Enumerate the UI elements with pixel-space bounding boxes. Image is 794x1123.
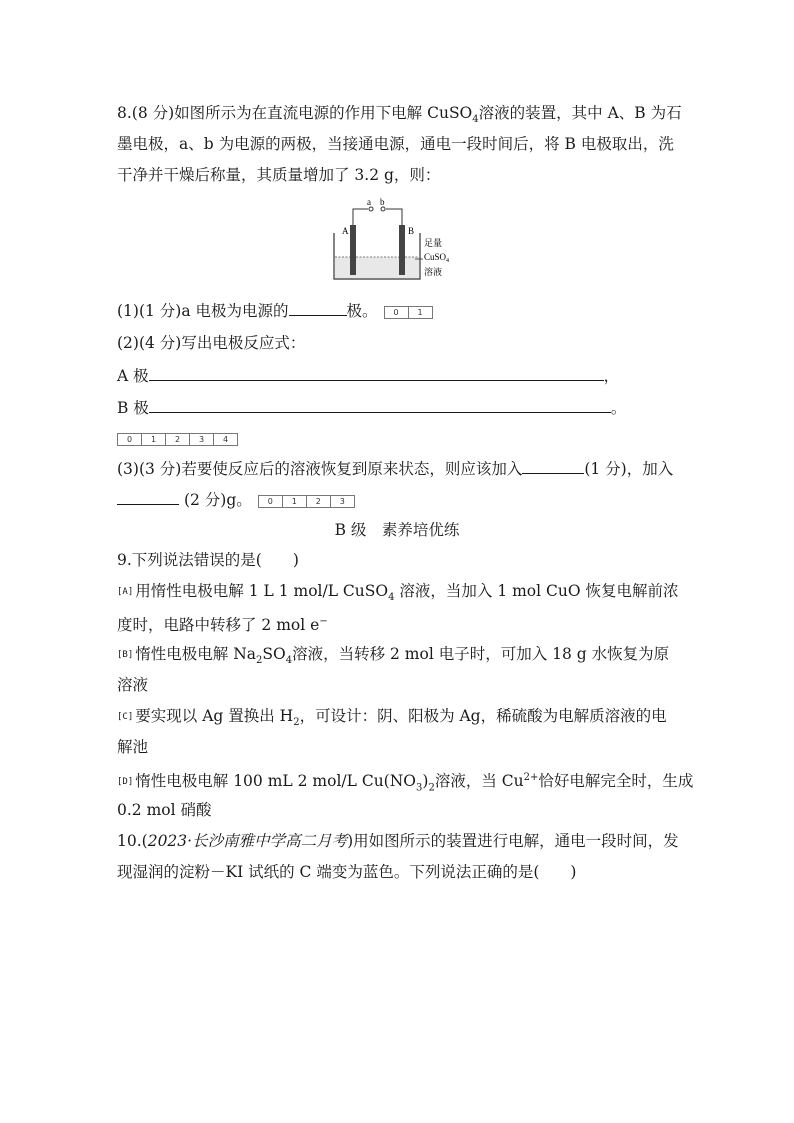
solution bbox=[335, 257, 419, 278]
q9-option-C-line1 bbox=[117, 706, 667, 733]
note-solution: 溶液 bbox=[424, 267, 443, 277]
q10-source: 2023·长沙南雅中学高二月考 bbox=[147, 832, 348, 850]
q9-option-D-line1 bbox=[117, 768, 693, 798]
option-A-text-2: 度时，电路中转移了 2 mol e bbox=[117, 616, 320, 635]
option-D-text: 惰性电极电解 100 mL 2 mol/L Cu(NO bbox=[135, 772, 416, 791]
score-cell[interactable]: 3 bbox=[339, 496, 345, 506]
score-cell[interactable]: 2 bbox=[166, 434, 190, 445]
option-B-tag[interactable]: [B] bbox=[117, 650, 134, 660]
option-B-sub2: 4 bbox=[285, 655, 293, 667]
q9-option-B-line1 bbox=[117, 644, 669, 671]
option-C-text-b: ，可设计：阴、阳极为 Ag，稀硫酸为电解质溶液的电 bbox=[299, 707, 667, 725]
q10-prefix: 10.( bbox=[117, 832, 148, 850]
score-cell[interactable]: 0 bbox=[118, 434, 142, 445]
option-C-sub: 2 bbox=[293, 717, 300, 729]
q9-option-D-line2: 0.2 mol 硝酸 bbox=[117, 801, 212, 819]
label-A: A bbox=[342, 226, 349, 236]
label-B: B bbox=[408, 226, 415, 236]
score-cell[interactable]: 0 bbox=[259, 496, 283, 507]
q8-part1-text: (1)(1 分)a 电极为电源的 bbox=[117, 302, 289, 320]
option-B-sub1: 2 bbox=[256, 655, 263, 667]
terminal-b bbox=[381, 207, 385, 211]
q8-line1-text: 8.(8 分)如图所示为在直流电源的作用下电解 CuSO bbox=[117, 104, 473, 122]
note-sufficient: 足量 bbox=[424, 238, 443, 248]
score-cell[interactable]: 2 bbox=[307, 496, 331, 507]
label-a: a bbox=[367, 197, 371, 207]
q8-part3-answer-blank-1[interactable] bbox=[522, 457, 584, 474]
q8-line1-sub: 4 bbox=[472, 114, 479, 126]
q8-part3-line2 bbox=[117, 488, 355, 510]
q8-part2: (2)(4 分)写出电极反应式： bbox=[117, 334, 306, 352]
q8-part3-text-c: (2 分)g。 bbox=[183, 491, 252, 509]
q8-part1 bbox=[117, 299, 433, 321]
option-B-text-b: SO bbox=[262, 645, 286, 663]
q9-option-B-line2: 溶液 bbox=[117, 676, 149, 694]
q8-part1-score-box[interactable] bbox=[384, 306, 433, 319]
q10-line2: 现湿润的淀粉－KI 试纸的 C 端变为蓝色。下列说法正确的是( ) bbox=[117, 863, 577, 881]
q9-option-A-line1 bbox=[117, 581, 679, 608]
q8-part3-text: (3)(3 分)若要使反应后的溶液恢复到原来状态，则应该加入 bbox=[117, 460, 523, 478]
option-A-text-b: 溶液，当加入 1 mol CuO 恢复电解前浓 bbox=[394, 582, 679, 600]
note-cuso4: CuSO$_4$ bbox=[424, 252, 450, 264]
q8-part1-text-end: 极。 bbox=[346, 302, 378, 320]
electrolysis-apparatus-diagram bbox=[330, 197, 480, 285]
option-D-text-d: 恰好电解完全时，生成 bbox=[538, 772, 694, 791]
q8-part2-A bbox=[117, 364, 619, 386]
electrode-B-answer-blank[interactable] bbox=[149, 396, 611, 413]
label-b: b bbox=[380, 197, 385, 207]
score-cell[interactable]: 0 bbox=[385, 307, 409, 318]
q8-part3-score-box[interactable] bbox=[258, 495, 355, 508]
option-D-text-b: ) bbox=[422, 772, 429, 791]
wire-right bbox=[386, 209, 402, 225]
electrode-B-end: 。 bbox=[610, 399, 627, 417]
electrode-A-end: ， bbox=[603, 367, 620, 385]
option-A-tag[interactable]: [A] bbox=[117, 587, 134, 597]
score-cell[interactable]: 1 bbox=[283, 496, 307, 507]
option-A-sub: 4 bbox=[388, 592, 395, 604]
q8-part2-B bbox=[117, 396, 626, 418]
q8-line1 bbox=[117, 103, 682, 130]
q8-line3: 干净并干燥后称量，其质量增加了 3.2 g，则： bbox=[117, 166, 441, 184]
q8-part2-score-row bbox=[111, 428, 238, 448]
q8-part1-answer-blank[interactable] bbox=[289, 299, 347, 316]
q10-line1 bbox=[117, 831, 679, 851]
section-title: B 级 素养培优练 bbox=[334, 521, 460, 539]
option-D-sup: 2+ bbox=[523, 772, 539, 783]
option-C-tag[interactable]: [C] bbox=[117, 712, 134, 722]
q8-line1-text-b: 溶液的装置，其中 A、B 为石 bbox=[478, 104, 682, 122]
q8-part2-score-box[interactable] bbox=[117, 433, 238, 446]
electrode-A bbox=[350, 225, 356, 275]
q9-stem: 9.下列说法错误的是( ) bbox=[117, 551, 299, 569]
score-cell[interactable]: 4 bbox=[222, 434, 229, 444]
option-A-text: 用惰性电极电解 1 L 1 mol/L CuSO bbox=[135, 582, 389, 600]
option-C-text: 要实现以 Ag 置换出 H bbox=[135, 707, 294, 725]
score-cell[interactable]: 3 bbox=[190, 434, 214, 445]
option-A-sup: − bbox=[319, 616, 328, 627]
electrode-A-answer-blank[interactable] bbox=[149, 364, 604, 381]
q8-part3-line1 bbox=[117, 457, 673, 479]
score-cell[interactable]: 1 bbox=[417, 307, 423, 317]
option-D-tag[interactable]: [D] bbox=[117, 777, 134, 788]
q9-option-C-line2: 解池 bbox=[117, 738, 149, 756]
score-cell[interactable]: 1 bbox=[142, 434, 166, 445]
option-B-text: 惰性电极电解 Na bbox=[135, 645, 256, 663]
option-D-text-c: 溶液，当 Cu bbox=[434, 772, 524, 791]
option-B-text-c: 溶液，当转移 2 mol 电子时，可加入 18 g 水恢复为原 bbox=[292, 645, 670, 663]
q8-line2: 墨电极，a、b 为电源的两极，当接通电源，通电一段时间后，将 B 电极取出，洗 bbox=[117, 135, 674, 153]
electrode-B-label: B 极 bbox=[117, 399, 149, 417]
option-D-sub1: 3 bbox=[416, 782, 423, 794]
wire-left bbox=[353, 209, 368, 225]
q8-part3-text-b: (1 分)，加入 bbox=[584, 460, 674, 478]
terminal-a bbox=[369, 207, 373, 211]
electrode-B bbox=[399, 225, 405, 275]
q10-text: )用如图所示的装置进行电解，通电一段时间，发 bbox=[347, 832, 679, 850]
electrode-A-label: A 极 bbox=[117, 367, 149, 385]
option-D-sub2: 2 bbox=[428, 782, 435, 794]
q8-part3-answer-blank-2[interactable] bbox=[117, 488, 179, 505]
q9-option-A-line2 bbox=[117, 612, 328, 635]
